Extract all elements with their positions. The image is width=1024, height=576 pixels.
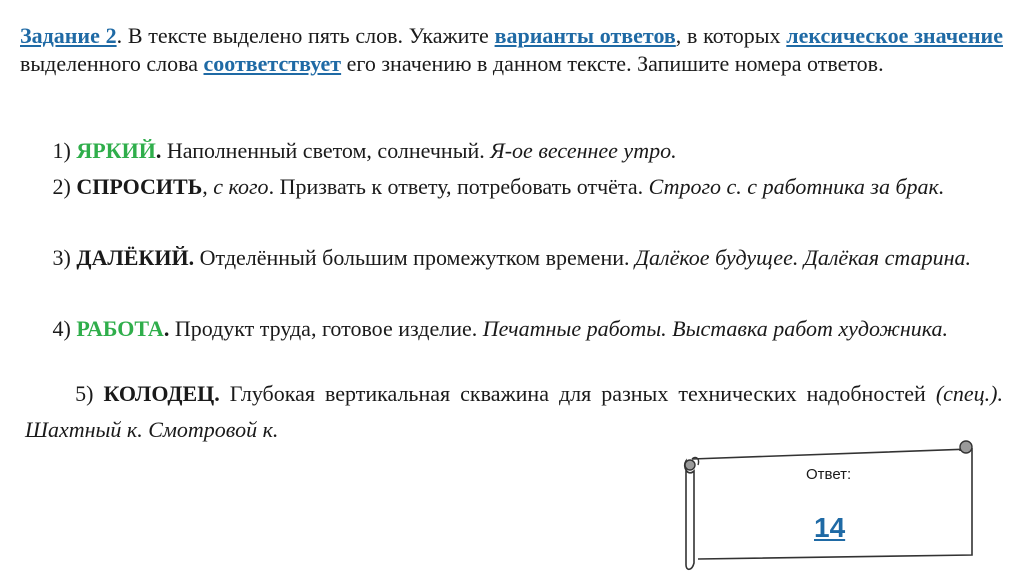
task-text	[20, 22, 1003, 78]
item-mark: ,	[202, 174, 214, 199]
item-word: РАБОТА	[76, 316, 164, 341]
item-definition: Продукт труда, готовое изделие.	[169, 316, 483, 341]
item-number: 4)	[52, 316, 71, 341]
item-definition: Отделённый большим промежутком времени.	[194, 245, 635, 270]
list-item	[25, 133, 1003, 169]
item-mark: .	[188, 245, 195, 270]
item-number: 2)	[52, 174, 71, 199]
task-text-part: . В тексте выделено пять слов. Укажите	[116, 23, 495, 48]
item-example: Далёкое будущее. Далёкая старина.	[635, 245, 971, 270]
list-item	[25, 240, 1003, 276]
item-note: с кого	[213, 174, 269, 199]
item-number: 5)	[75, 381, 94, 406]
list-item	[25, 311, 1003, 347]
list-item	[25, 169, 1003, 205]
item-number: 3)	[52, 245, 71, 270]
answer-value: 14	[814, 512, 846, 543]
task-text-part: , в которых	[675, 23, 787, 48]
answer-label: Ответ:	[806, 466, 852, 483]
highlight-corresponds: соответствует	[203, 51, 342, 76]
item-definition: . Призвать к ответу, потребовать отчёта.	[268, 174, 649, 199]
item-example: (спец.). Шахтный к. Смотровой к.	[25, 381, 1003, 442]
highlight-lexical-meaning: лексическое значение	[786, 23, 1003, 48]
item-example: Я-ое весеннее утро.	[490, 138, 677, 163]
highlight-answer-variants: варианты ответов	[494, 23, 676, 48]
item-word: КОЛОДЕЦ	[103, 381, 215, 406]
item-mark: .	[214, 381, 220, 406]
item-word: ДАЛЁКИЙ	[76, 245, 189, 270]
task-text-part: выделенного слова	[20, 51, 204, 76]
item-mark: .	[163, 316, 170, 341]
scroll-shape	[680, 437, 980, 573]
item-definition: Наполненный светом, солнечный.	[161, 138, 491, 163]
item-number: 1)	[52, 138, 71, 163]
item-word: ЯРКИЙ	[76, 138, 156, 163]
task-text-part: его значению в данном тексте. Запишите номера ответов.	[341, 51, 884, 76]
item-definition: Глубокая вертикальная скважина для разных технических надобностей	[219, 381, 936, 406]
item-mark: .	[155, 138, 162, 163]
task-label: Задание 2	[20, 23, 117, 48]
item-word: СПРОСИТЬ	[76, 174, 203, 199]
answer-scroll	[680, 437, 980, 573]
item-example: Печатные работы. Выставка работ художника.	[482, 316, 949, 341]
item-example: Строго с. с работника за брак.	[648, 174, 945, 199]
